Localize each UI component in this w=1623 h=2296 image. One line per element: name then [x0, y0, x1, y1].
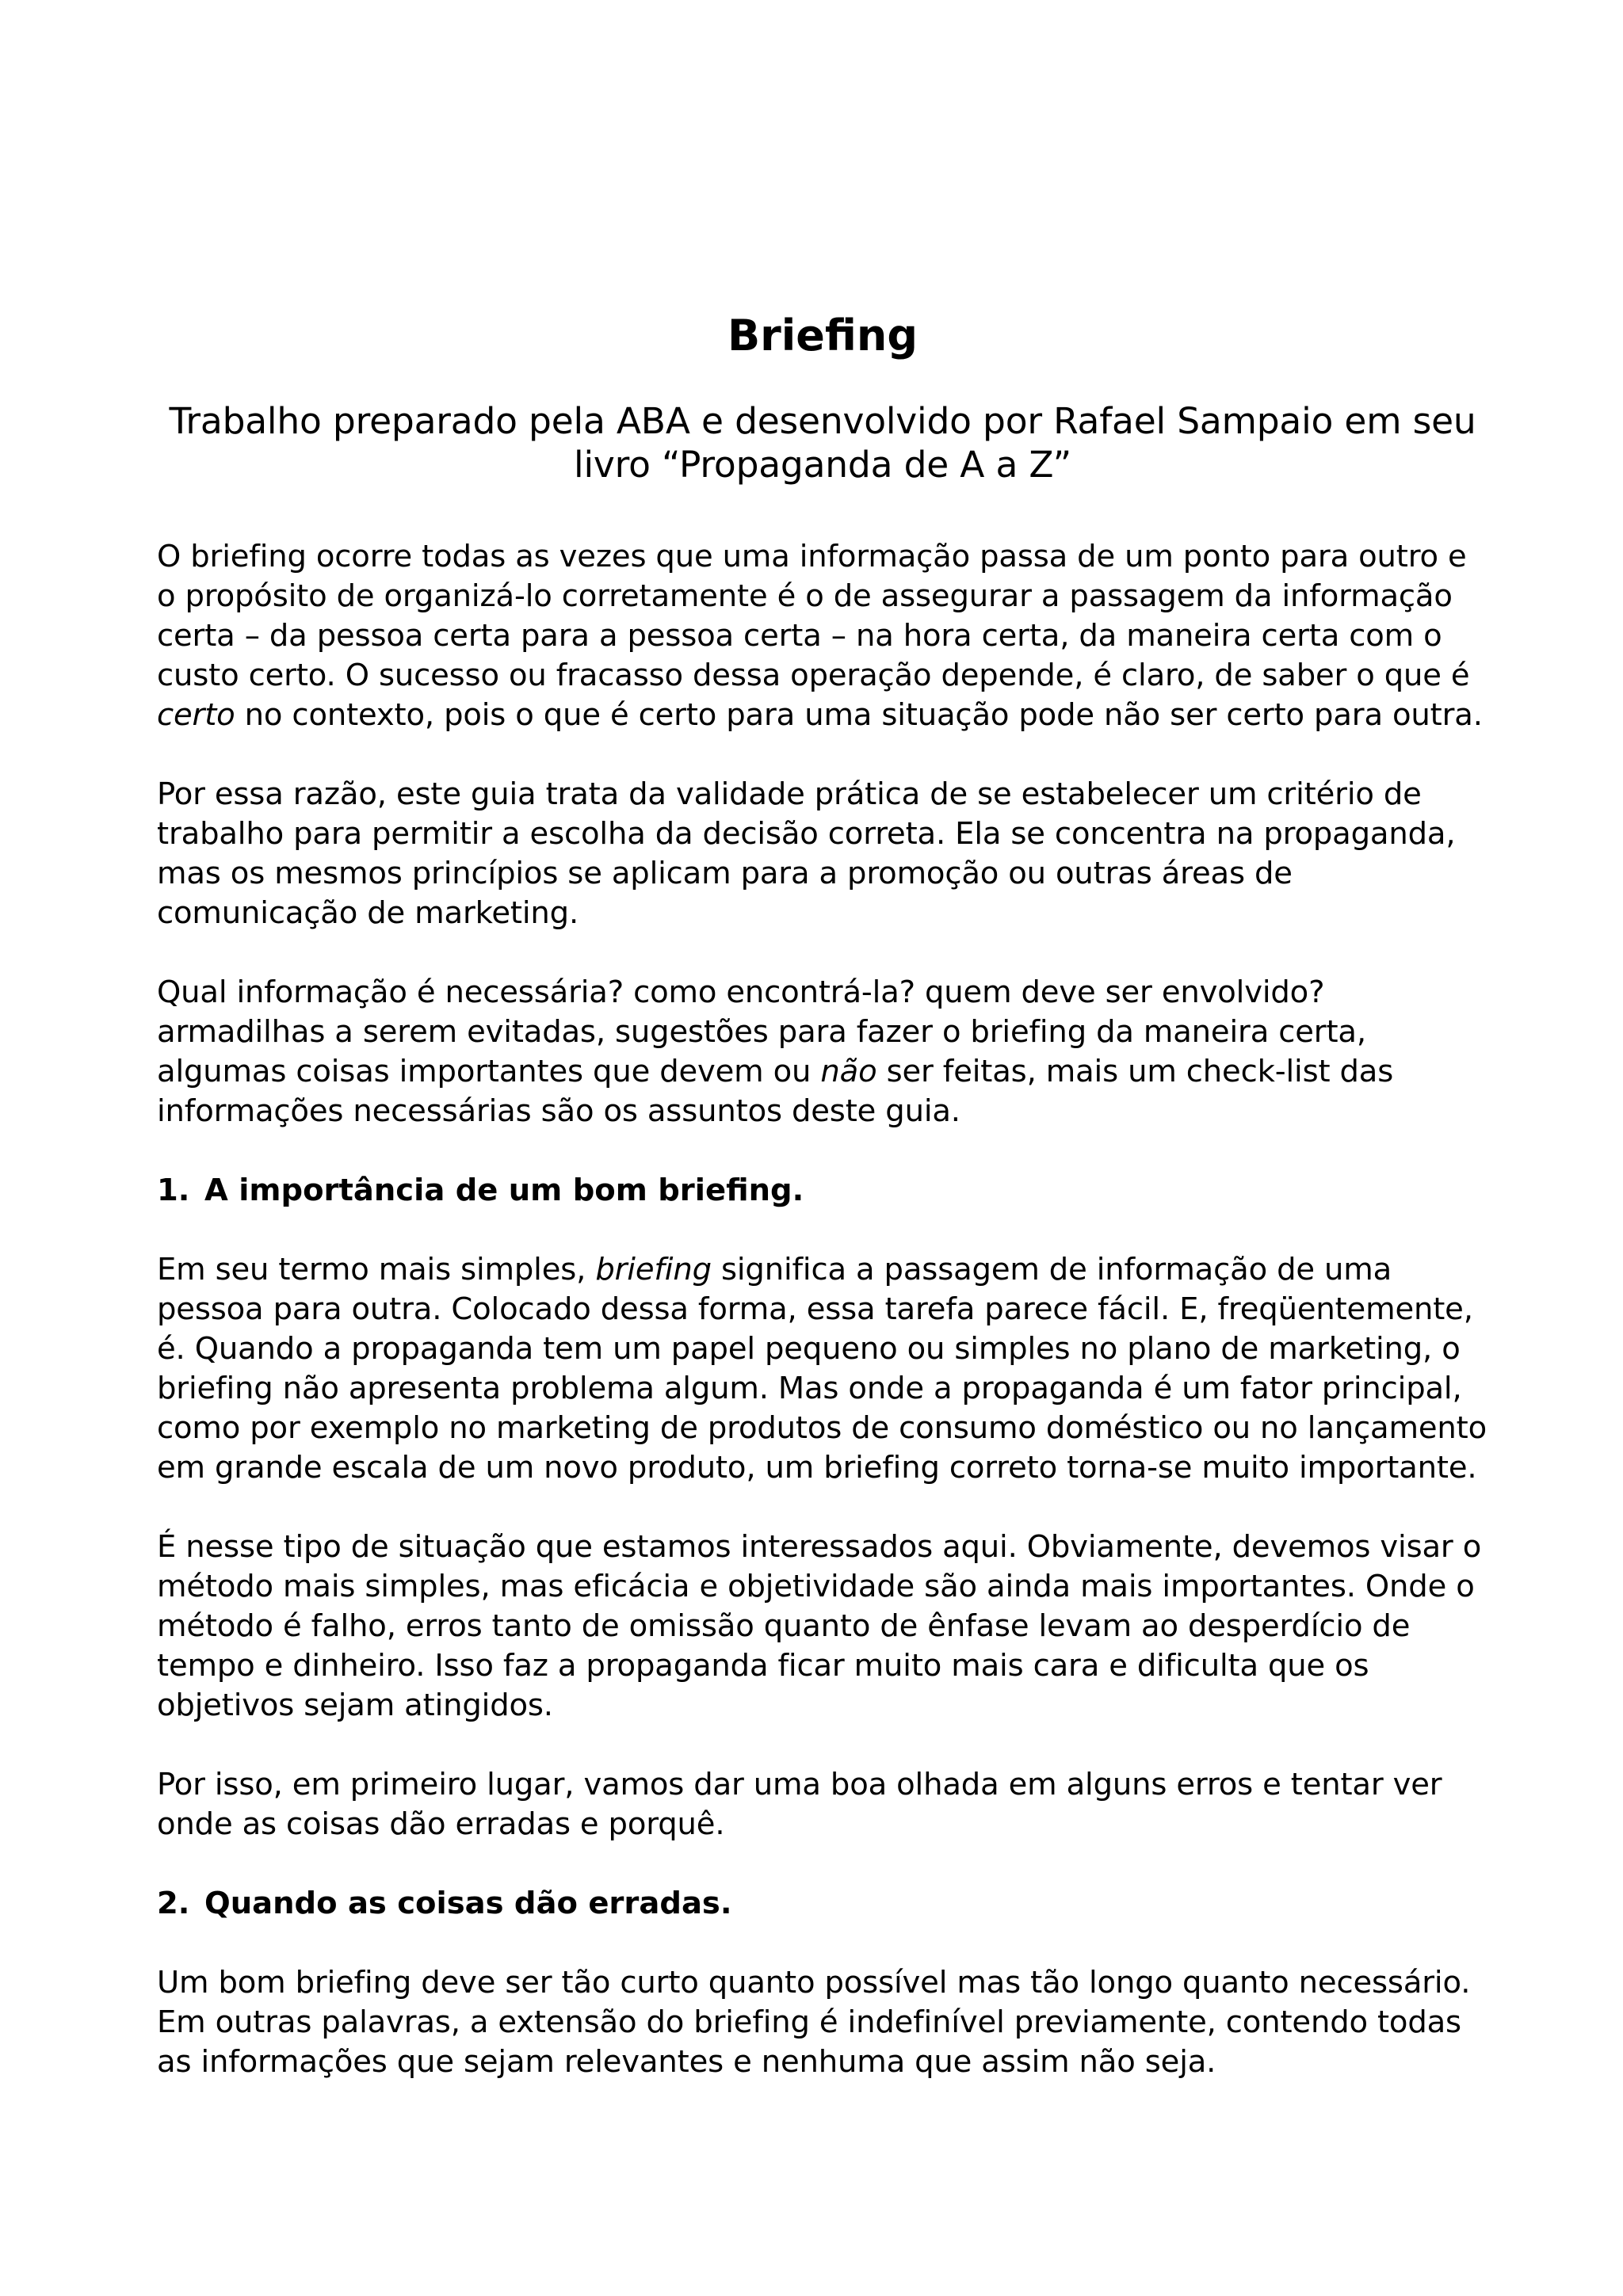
- document-subtitle: Trabalho preparado pela ABA e desenvolvido por Rafael Sampaio em seu livro “Propaganda de A a Z”: [169, 400, 1476, 486]
- section-1-number: 1.: [157, 1173, 190, 1208]
- section-2-heading-text: Quando as coisas dão erradas.: [204, 1886, 732, 1921]
- section-1-paragraph-1: [157, 1250, 1488, 1488]
- document-title: Briefing: [727, 311, 918, 360]
- intro-paragraph-1-emphasis: certo: [157, 697, 235, 733]
- intro-paragraph-2: Por essa razão, este guia trata da validade prática de se estabelecer um critério de trabalho para permitir a escolha da decisão correta. Ela se concentra na propaganda, mas os mesmos princípios se aplicam para a promoção ou outras áreas de comunicação de marketing.: [157, 776, 1456, 931]
- intro-paragraph-1-text-a: O briefing ocorre todas as vezes que uma informação passa de um ponto para outro e o propósito de organizá-lo corretamente é o de assegurar a passagem da informação certa – da pessoa certa para a pessoa certa – na hora certa, da maneira certa com o custo certo. O sucesso ou fracasso dessa operação depende, é claro, de saber o que é: [157, 539, 1470, 693]
- section-1-heading: [157, 1171, 1488, 1211]
- section-1-paragraph-1-text-a: Em seu termo mais simples,: [157, 1252, 596, 1287]
- intro-paragraph-3: [157, 973, 1488, 1131]
- intro-paragraph-1-text-b: no contexto, pois o que é certo para uma situação pode não ser certo para outra.: [235, 697, 1483, 733]
- intro-paragraph-1: [157, 537, 1488, 735]
- section-1-paragraph-2: É nesse tipo de situação que estamos interessados aqui. Obviamente, devemos visar o método mais simples, mas eficácia e objetividade são ainda mais importantes. Onde o método é falho, erros tanto de omissão quanto de ênfase levam ao desperdício de tempo e dinheiro. Isso faz a propaganda ficar muito mais cara e dificulta que os objetivos sejam atingidos.: [157, 1529, 1482, 1723]
- intro-paragraph-3-text-a: Qual informação é necessária? como encontrá-la? quem deve ser envolvido? armadilhas a serem evitadas, sugestões para fazer o briefing da maneira certa, algumas coisas importantes que devem ou: [157, 974, 1366, 1089]
- intro-paragraph-3-text-b: ser feitas, mais um check-list das informações necessárias são os assuntos deste guia.: [157, 1054, 1394, 1129]
- section-1-paragraph-3: Por isso, em primeiro lugar, vamos dar uma boa olhada em alguns erros e tentar ver onde as coisas dão erradas e porquê.: [157, 1767, 1442, 1842]
- intro-paragraph-3-emphasis: não: [820, 1054, 877, 1089]
- section-2-paragraph-1: Um bom briefing deve ser tão curto quanto possível mas tão longo quanto necessário. Em outras palavras, a extensão do briefing é indefinível previamente, contendo todas as informações que sejam relevantes e nenhuma que assim não seja.: [157, 1965, 1471, 2080]
- section-1-paragraph-1-text-b: significa a passagem de informação de uma pessoa para outra. Colocado dessa forma, essa tarefa parece fácil. E, freqüentemente, é. Quando a propaganda tem um papel pequeno ou simples no plano de marketing, o briefing não apresenta problema algum. Mas onde a propaganda é um fator principal, como por exemplo no marketing de produtos de consumo doméstico ou no lançamento em grande escala de um novo produto, um briefing correto torna-se muito importante.: [157, 1252, 1487, 1486]
- section-1-paragraph-1-emphasis: briefing: [595, 1252, 712, 1287]
- document-body: [157, 306, 1488, 2122]
- section-2-number: 2.: [157, 1886, 190, 1921]
- section-1-heading-text: A importância de um bom briefing.: [204, 1173, 804, 1208]
- section-2-heading: [157, 1884, 1488, 1924]
